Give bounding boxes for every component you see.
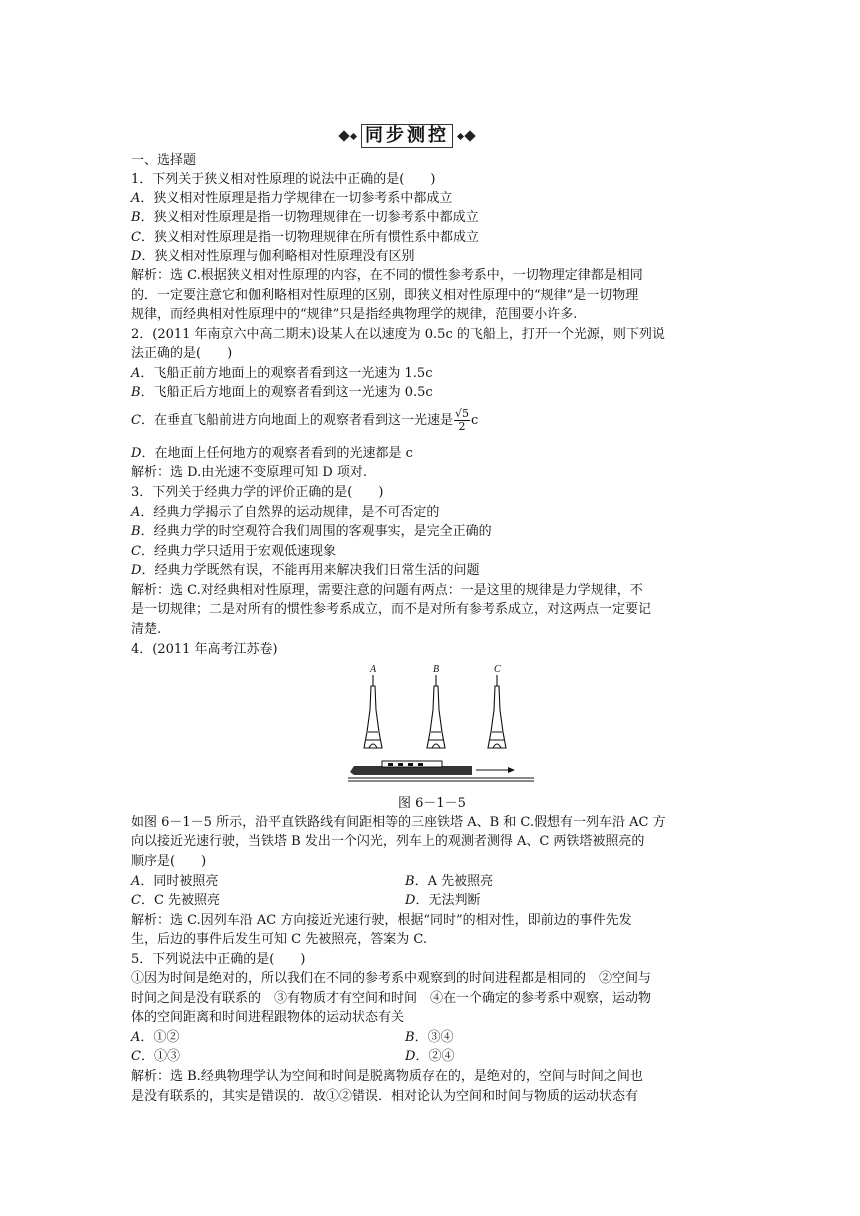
- q4-body-2: 向以接近光速行驶，当铁塔 B 发出一个闪光，列车上的观测者测得 A、C 两铁塔被照亮的: [131, 834, 645, 849]
- q2-option-d: D．在地面上任何地方的观察者看到的光速都是 c: [131, 446, 413, 461]
- q1-analysis-2: 的．一定要注意它和伽利略相对性原理的区别，即狭义相对性原理中的“规律”是一切物理: [131, 288, 639, 303]
- q1-option-c: C．狭义相对性原理是指一切物理规律在所有惯性系中都成立: [131, 230, 479, 245]
- q3-option-d: D．经典力学既然有误，不能再用来解决我们日常生活的问题: [131, 563, 480, 578]
- q3-option-b: B．经典力学的时空观符合我们周围的客观事实，是完全正确的: [131, 524, 492, 539]
- tower-b-icon: [427, 675, 445, 748]
- q5-option-c: C．①③: [131, 1049, 180, 1064]
- q4-option-d: D．无法判断: [405, 893, 481, 908]
- banner-title: 同步测控: [361, 124, 453, 148]
- q3-analysis-3: 清楚.: [131, 622, 162, 637]
- q4-option-c: C．C 先被照亮: [131, 893, 221, 908]
- section-heading: 一、选择题: [131, 153, 197, 168]
- q2-analysis: 解析：选 D.由光速不变原理可知 D 项对.: [131, 465, 368, 480]
- q1-option-b: B．狭义相对性原理是指一切物理规律在一切参考系中都成立: [131, 210, 479, 225]
- diamond-small-icon: [457, 132, 464, 139]
- q3-option-c: C．经典力学只适用于宏观低速现象: [131, 544, 336, 559]
- q4-option-a: A．同时被照亮: [131, 874, 219, 889]
- tower-label-a: A: [370, 664, 377, 675]
- q5-option-a: A．①②: [131, 1030, 180, 1045]
- q5-body-3: 体的空间距离和时间进程跟物体的运动状态有关: [131, 1010, 405, 1025]
- q2-option-b: B．飞船正后方地面上的观察者看到这一光速为 0.5c: [131, 385, 433, 400]
- q4-stem: 4．(2011 年高考江苏卷): [131, 642, 278, 657]
- section-banner: [340, 125, 474, 147]
- diamond-icon: [464, 130, 475, 141]
- q1-option-a: A．狭义相对性原理是指力学规律在一切参考系中都成立: [131, 191, 453, 206]
- q3-option-a: A．经典力学揭示了自然界的运动规律，是不可否定的: [131, 505, 440, 520]
- tower-label-c: C: [494, 664, 501, 675]
- figure-caption: 图 6－1－5: [398, 796, 466, 811]
- q1-option-d: D．狭义相对性原理与伽利略相对性原理没有区别: [131, 249, 415, 264]
- q5-stem: 5．下列说法中正确的是( ): [131, 952, 306, 967]
- q5-option-d: D．②④: [405, 1049, 455, 1064]
- q2-option-c: C．在垂直飞船前进方向地面上的观察者看到这一光速是 $\frac{√5}{2}$ c: [131, 407, 479, 433]
- q5-analysis-2: 是没有联系的，其实是错误的．故①②错误．相对论认为空间和时间与物质的运动状态有: [131, 1089, 639, 1104]
- q3-stem: 3．下列关于经典力学的评价正确的是( ): [131, 485, 384, 500]
- tower-a-icon: [364, 675, 382, 748]
- q3-analysis-1: 解析：选 C.对经典相对性原理，需要注意的问题有两点：一是这里的规律是力学规律，不: [131, 583, 643, 598]
- tower-c-icon: [488, 675, 506, 748]
- train-icon: [350, 761, 472, 775]
- q1-analysis-3: 规律，而经典相对性原理中的“规律”只是指经典物理学的规律，范围要小许多.: [131, 307, 578, 322]
- q1-analysis-1: 解析：选 C.根据狭义相对性原理的内容，在不同的惯性参考系中，一切物理定律都是相同: [131, 268, 643, 283]
- q2-stem-2: 法正确的是( ): [131, 346, 233, 361]
- diamond-icon: [338, 130, 349, 141]
- q3-analysis-2: 是一切规律；二是对所有的惯性参考系成立，而不是对所有参考系成立，对这两点一定要记: [131, 602, 652, 617]
- towers-train-figure: [348, 660, 534, 788]
- tower-label-b: B: [433, 664, 440, 675]
- q4-option-b: B．A 先被照亮: [405, 874, 494, 889]
- diamond-small-icon: [350, 132, 357, 139]
- q2-stem-1: 2．(2011 年南京六中高二期末)设某人在以速度为 0.5c 的飞船上，打开一个光源，则下列说: [131, 327, 665, 342]
- q5-analysis-1: 解析：选 B.经典物理学认为空间和时间是脱离物质存在的，是绝对的，空间与时间之间也: [131, 1069, 643, 1084]
- q4-body-1: 如图 6－1－5 所示，沿平直铁路线有间距相等的三座铁塔 A、B 和 C.假想有一列车沿 AC 方: [131, 815, 666, 830]
- q5-body-2: 时间之间是没有联系的 ③有物质才有空间和时间 ④在一个确定的参考系中观察，运动物: [131, 991, 652, 1006]
- q1-stem: 1．下列关于狭义相对性原理的说法中正确的是( ): [131, 172, 436, 187]
- direction-arrow-icon: [476, 767, 515, 773]
- sqrt5-over-2-fraction: $\frac{√5}{2}$: [454, 407, 469, 433]
- q4-analysis-1: 解析：选 C.因列车沿 AC 方向接近光速行驶，根据“同时”的相对性，即前边的事件先发: [131, 913, 632, 928]
- q2-option-a: A．飞船正前方地面上的观察者看到这一光速为 1.5c: [131, 366, 433, 381]
- q4-body-3: 顺序是( ): [131, 854, 207, 869]
- q5-option-b: B．③④: [405, 1030, 454, 1045]
- q5-body-1: ①因为时间是绝对的，所以我们在不同的参考系中观察到的时间进程都是相同的 ②空间与: [131, 971, 652, 986]
- q4-analysis-2: 生，后边的事件后发生可知 C 先被照亮，答案为 C.: [131, 932, 427, 947]
